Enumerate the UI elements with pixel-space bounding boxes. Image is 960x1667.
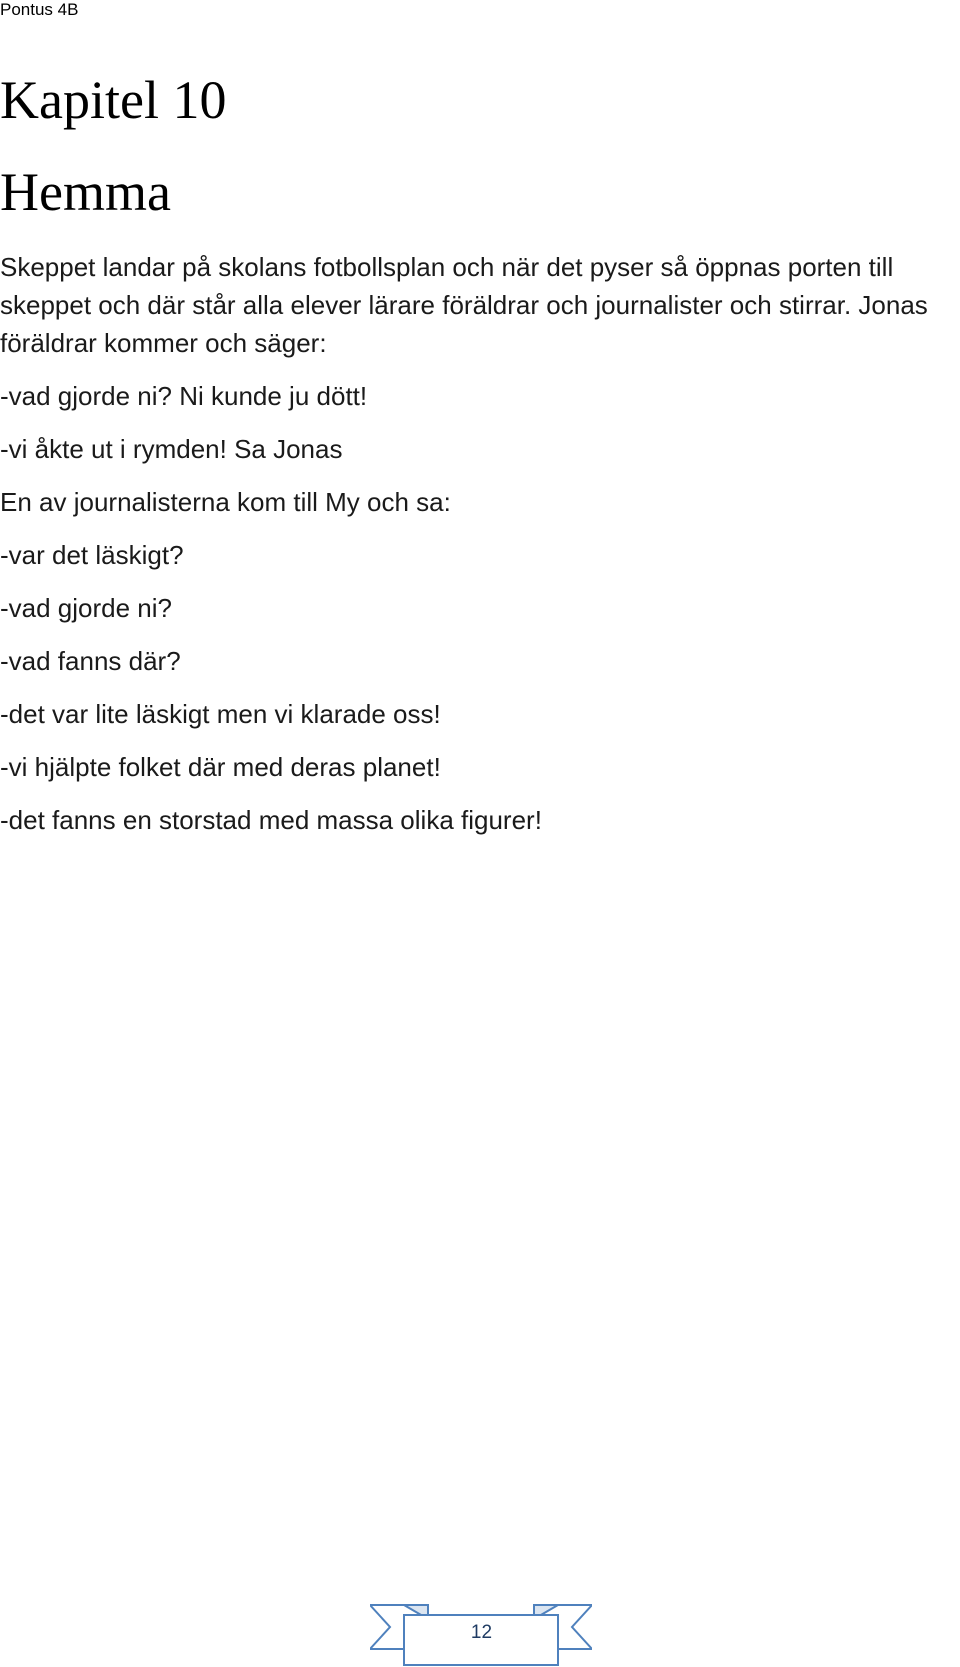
dialogue-line: -vi hjälpte folket där med deras planet! [0,752,441,782]
dialogue-line: -vad fanns där? [0,646,181,676]
chapter-title: Kapitel 10 [0,70,227,130]
chapter-subtitle: Hemma [0,162,171,222]
page-header: Pontus 4B [0,0,79,19]
dialogue-line: En av journalisterna kom till My och sa: [0,487,451,517]
dialogue-line: -det fanns en storstad med massa olika figurer! [0,805,542,835]
dialogue-line: -vi åkte ut i rymden! Sa Jonas [0,434,343,464]
story-body [0,248,955,855]
dialogue-line: -vad gjorde ni? [0,593,172,623]
dialogue-line: -var det läskigt? [0,540,184,570]
dialogue-line: -vad gjorde ni? Ni kunde ju dött! [0,381,368,411]
page-number: 12 [470,1622,493,1643]
intro-paragraph: Skeppet landar på skolans fotbollsplan och när det pyser så öppnas porten till skeppet och där står alla elever lärare föräldrar och journalister och stirrar. Jonas föräldrar kommer och säger: [0,252,928,358]
dialogue-line: -det var lite läskigt men vi klarade oss! [0,699,441,729]
